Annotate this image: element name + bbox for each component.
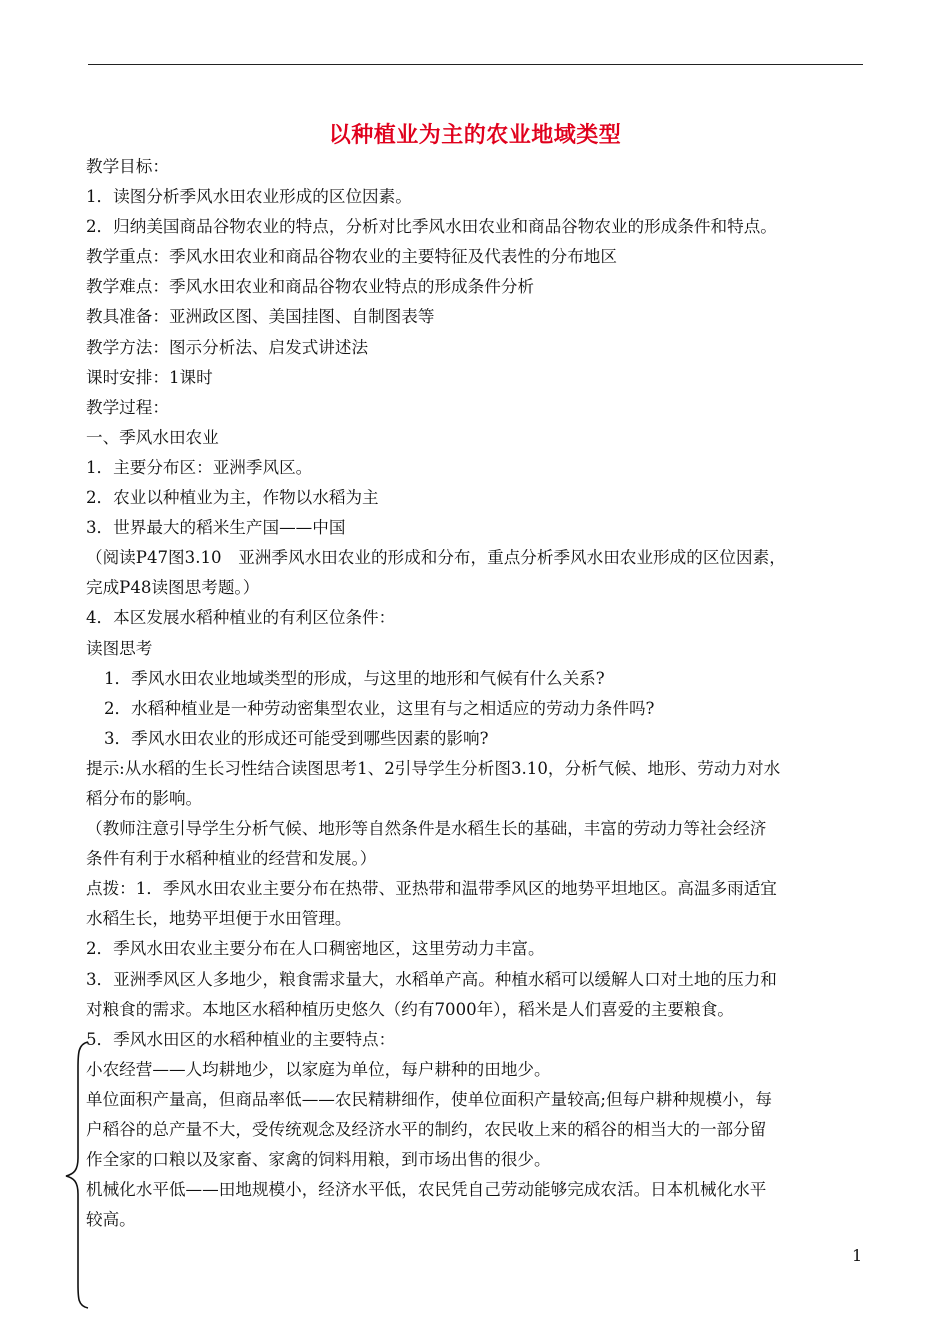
text-line: 1．读图分析季风水田农业形成的区位因素。 bbox=[86, 187, 412, 207]
text-line: 2．季风水田农业主要分布在人口稠密地区，这里劳动力丰富。 bbox=[86, 939, 545, 959]
feature-line: 单位面积产量高，但商品率低——农民精耕细作，使单位面积产量较高;但每户耕种规模小，每 bbox=[86, 1089, 772, 1109]
text-line: 教学重点：季风水田农业和商品谷物农业的主要特征及代表性的分布地区 bbox=[86, 247, 617, 267]
text-line: 对粮食的需求。本地区水稻种植历史悠久（约有7000年），稻米是人们喜爱的主要粮食。 bbox=[86, 999, 734, 1019]
header-rule bbox=[88, 64, 863, 65]
page-title: 以种植业为主的农业地域类型 bbox=[328, 123, 622, 148]
text-line: 点拨：1．季风水田农业主要分布在热带、亚热带和温带季风区的地势平坦地区。高温多雨适宜 bbox=[86, 879, 777, 899]
section-heading: 一、季风水田农业 bbox=[86, 427, 219, 447]
text-line: 稻分布的影响。 bbox=[86, 788, 203, 808]
text-line: 教具准备：亚洲政区图、美国挂图、自制图表等 bbox=[86, 307, 435, 327]
text-line: 1．主要分布区：亚洲季风区。 bbox=[86, 457, 313, 477]
text-line: 教学方法：图示分析法、启发式讲述法 bbox=[86, 337, 369, 357]
question-item: 2．水稻种植业是一种劳动密集型农业，这里有与之相适应的劳动力条件吗? bbox=[104, 698, 655, 718]
feature-line: 小农经营——人均耕地少，以家庭为单位，每户耕种的田地少。 bbox=[86, 1059, 551, 1079]
text-line: （教师注意引导学生分析气候、地形等自然条件是水稻生长的基础，丰富的劳动力等社会经济 bbox=[86, 819, 767, 839]
question-item: 1．季风水田农业地域类型的形成，与这里的地形和气候有什么关系? bbox=[104, 668, 605, 688]
text-line: 提示:从水稻的生长习性结合读图思考1、2引导学生分析图3.10，分析气候、地形、劳动力对水 bbox=[86, 758, 781, 778]
text-line: 完成P48读图思考题。） bbox=[86, 578, 260, 598]
question-item: 3．季风水田农业的形成还可能受到哪些因素的影响? bbox=[104, 728, 489, 748]
text-line: 4．本区发展水稻种植业的有利区位条件： bbox=[86, 608, 396, 628]
feature-line: 机械化水平低——田地规模小，经济水平低，农民凭自己劳动能够完成农活。日本机械化水平 bbox=[86, 1180, 767, 1200]
feature-line: 户稻谷的总产量不大，受传统观念及经济水平的制约，农民收上来的稻谷的相当大的一部分留 bbox=[86, 1120, 767, 1139]
lesson-body bbox=[86, 152, 872, 1235]
text-line: 读图思考 bbox=[86, 638, 153, 658]
text-line: 5．季风水田区的水稻种植业的主要特点： bbox=[86, 1029, 396, 1049]
text-line: 2．归纳美国商品谷物农业的特点，分析对比季风水田农业和商品谷物农业的形成条件和特点。 bbox=[86, 217, 777, 237]
text-line: 3．亚洲季风区人多地少，粮食需求量大，水稻单产高。种植水稻可以缓解人口对土地的压力和 bbox=[86, 969, 777, 989]
curly-brace bbox=[62, 1040, 92, 1310]
text-line: 课时安排：1课时 bbox=[86, 367, 213, 387]
text-line: 教学难点：季风水田农业和商品谷物农业特点的形成条件分析 bbox=[86, 277, 535, 297]
feature-line: 作全家的口粮以及家畜、家禽的饲料用粮，到市场出售的很少。 bbox=[86, 1150, 551, 1170]
text-line: 教学过程： bbox=[86, 397, 169, 417]
text-line: 水稻生长，地势平坦便于水田管理。 bbox=[86, 909, 352, 929]
text-line: 3．世界最大的稻米生产国——中国 bbox=[86, 518, 346, 538]
text-line: （阅读P47图3.10 亚洲季风水田农业的形成和分布，重点分析季风水田农业形成的区位因素， bbox=[86, 548, 786, 568]
text-line: 教学目标： bbox=[86, 157, 169, 176]
text-line: 2．农业以种植业为主，作物以水稻为主 bbox=[86, 488, 379, 508]
page-number: 1 bbox=[852, 1246, 863, 1265]
feature-line: 较高。 bbox=[86, 1210, 136, 1230]
text-line: 条件有利于水稻种植业的经营和发展。） bbox=[86, 849, 377, 869]
